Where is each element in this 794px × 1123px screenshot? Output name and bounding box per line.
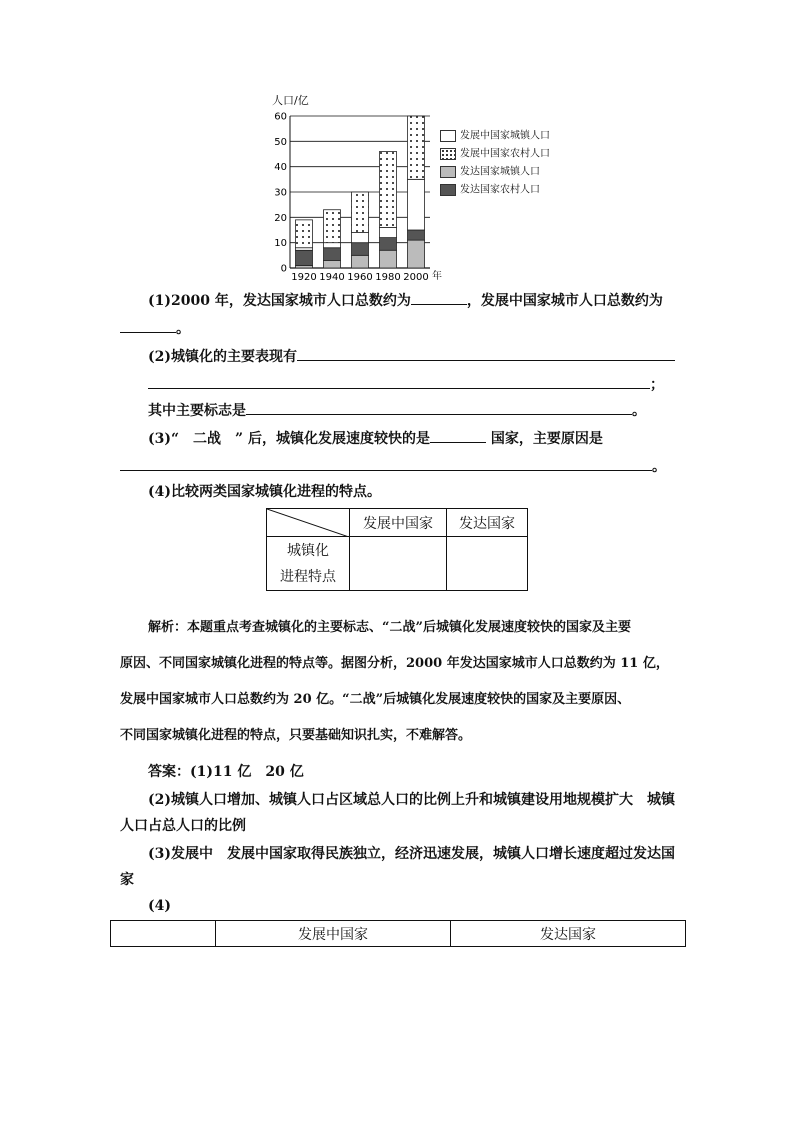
question-3-text-a: (3)“ 二战 ” 后，城镇化发展速度较快的是 <box>148 431 430 447</box>
diagonal-line <box>267 509 349 537</box>
question-1-text-a: (1)2000 年，发达国家城市人口总数约为 <box>148 293 411 309</box>
bar-1980-series-1 <box>380 238 397 251</box>
y-axis-label: 人口/亿 <box>272 94 309 107</box>
bar-2000-series-3 <box>408 116 425 179</box>
answer-4-label: (4) <box>148 898 171 914</box>
question-2-text-a: (2)城镇化的主要表现有 <box>148 349 297 365</box>
answer-1: 答案：(1)11 亿 20 亿 <box>148 764 304 780</box>
bar-1920-series-3 <box>296 220 313 248</box>
table-cell-developed[interactable] <box>447 537 528 591</box>
legend-swatch-0 <box>440 130 456 142</box>
population-chart <box>270 90 570 289</box>
analysis-line-2: 原因、不同国家城镇化进程的特点等。据图分析，2000 年发达国家城市人口总数约为 11 亿， <box>120 656 669 671</box>
answer-table-empty-cell <box>111 921 216 947</box>
legend-label-3: 发达国家农村人口 <box>460 184 540 196</box>
bar-1960-series-3 <box>352 192 369 233</box>
answer-4-table <box>110 920 686 947</box>
bar-1940-series-0 <box>324 260 341 268</box>
answer-3-line-1: (3)发展中 发展中国家取得民族独立，经济迅速发展，城镇人口增长速度超过发达国 <box>148 846 675 862</box>
bar-1940-series-1 <box>324 248 341 261</box>
analysis-line-1: 解析：本题重点考查城镇化的主要标志、“二战”后城镇化发展速度较快的国家及主要 <box>148 620 631 635</box>
question-3-period: 。 <box>652 459 666 475</box>
bar-1960-series-1 <box>352 243 369 256</box>
x-axis-unit: 年 <box>432 271 442 282</box>
answer-blank-1a[interactable] <box>411 290 467 305</box>
y-tick-label-40: 40 <box>274 162 287 174</box>
bar-1940-series-3 <box>324 210 341 243</box>
legend-swatch-2 <box>440 166 456 178</box>
y-tick-label-30: 30 <box>274 187 287 199</box>
x-tick-label-1960: 1960 <box>347 272 373 283</box>
row-label-line-2: 进程特点 <box>280 568 336 585</box>
question-3-line-1 <box>148 428 603 449</box>
question-1-end: 。 <box>176 321 190 337</box>
legend-item-0 <box>440 130 550 143</box>
bar-1960-series-0 <box>352 255 369 268</box>
question-2-line-3 <box>148 400 646 421</box>
table-row-label <box>267 537 350 591</box>
y-tick-label-60: 60 <box>274 111 287 123</box>
chart-legend <box>440 130 570 210</box>
bar-1940-series-2 <box>324 243 341 248</box>
question-1-line-1 <box>148 290 663 311</box>
answer-3-line-2: 家 <box>120 872 134 888</box>
question-2-text-b: 其中主要标志是 <box>148 403 246 419</box>
table-cell-developing[interactable] <box>350 537 447 591</box>
bar-2000-series-0 <box>408 240 425 268</box>
question-2-line-2 <box>148 374 664 395</box>
analysis-line-4: 不同国家城镇化进程的特点，只要基础知识扎实，不难解答。 <box>120 728 472 743</box>
bar-1980-series-2 <box>380 227 397 237</box>
answer-table-header-developing: 发展中国家 <box>216 921 451 947</box>
legend-item-1 <box>440 148 550 161</box>
x-tick-label-1940: 1940 <box>319 272 345 283</box>
legend-label-1: 发展中国家农村人口 <box>460 148 550 160</box>
x-tick-label-1920: 1920 <box>291 272 317 283</box>
question-4-text: (4)比较两类国家城镇化进程的特点。 <box>148 484 381 500</box>
y-tick-label-20: 20 <box>274 212 287 224</box>
question-1-text-b: ，发展中国家城市人口总数约为 <box>466 293 663 309</box>
legend-item-3 <box>440 184 540 197</box>
question-2-semicolon: ； <box>650 377 664 393</box>
legend-item-2 <box>440 166 540 179</box>
table-header-developing: 发展中国家 <box>350 509 447 537</box>
answer-2-line-1: (2)城镇人口增加、城镇人口占区域总人口的比例上升和城镇建设用地规模扩大 城镇 <box>148 792 675 808</box>
question-3-line-2 <box>120 456 666 477</box>
bar-1980-series-3 <box>380 151 397 227</box>
answer-blank-2a[interactable] <box>297 346 675 361</box>
legend-swatch-3 <box>440 184 456 196</box>
answer-blank-2b[interactable] <box>148 374 650 389</box>
y-tick-label-10: 10 <box>274 238 287 250</box>
y-tick-label-0: 0 <box>280 263 287 275</box>
answer-blank-3b[interactable] <box>120 456 652 471</box>
answer-blank-2c[interactable] <box>246 400 632 415</box>
bar-1980-series-0 <box>380 250 397 268</box>
analysis-line-3: 发展中国家城市人口总数约为 20 亿。“二战”后城镇化发展速度较快的国家及主要原因、 <box>120 692 631 707</box>
question-1-line-2 <box>120 318 190 339</box>
answer-blank-3a[interactable] <box>430 428 486 443</box>
question-2-period: 。 <box>632 403 646 419</box>
row-label-line-1: 城镇化 <box>287 542 329 559</box>
x-tick-label-2000: 2000 <box>403 272 429 283</box>
answer-table-header-developed: 发达国家 <box>451 921 686 947</box>
bar-1960-series-2 <box>352 233 369 243</box>
bar-1920-series-1 <box>296 250 313 265</box>
question-3-text-b: 国家，主要原因是 <box>490 431 603 447</box>
table-header-developed: 发达国家 <box>447 509 528 537</box>
y-tick-label-50: 50 <box>274 136 287 148</box>
question-2-line-1 <box>148 346 675 367</box>
answer-blank-1b[interactable] <box>120 318 176 333</box>
legend-swatch-1 <box>440 148 456 160</box>
x-tick-label-1980: 1980 <box>375 272 401 283</box>
legend-label-2: 发达国家城镇人口 <box>460 166 540 178</box>
legend-label-0: 发展中国家城镇人口 <box>460 130 550 142</box>
table-corner-cell <box>267 509 350 537</box>
bar-2000-series-1 <box>408 230 425 240</box>
bar-2000-series-2 <box>408 179 425 230</box>
answer-2-line-2: 人口占总人口的比例 <box>120 818 246 834</box>
question-4-table <box>266 508 528 591</box>
